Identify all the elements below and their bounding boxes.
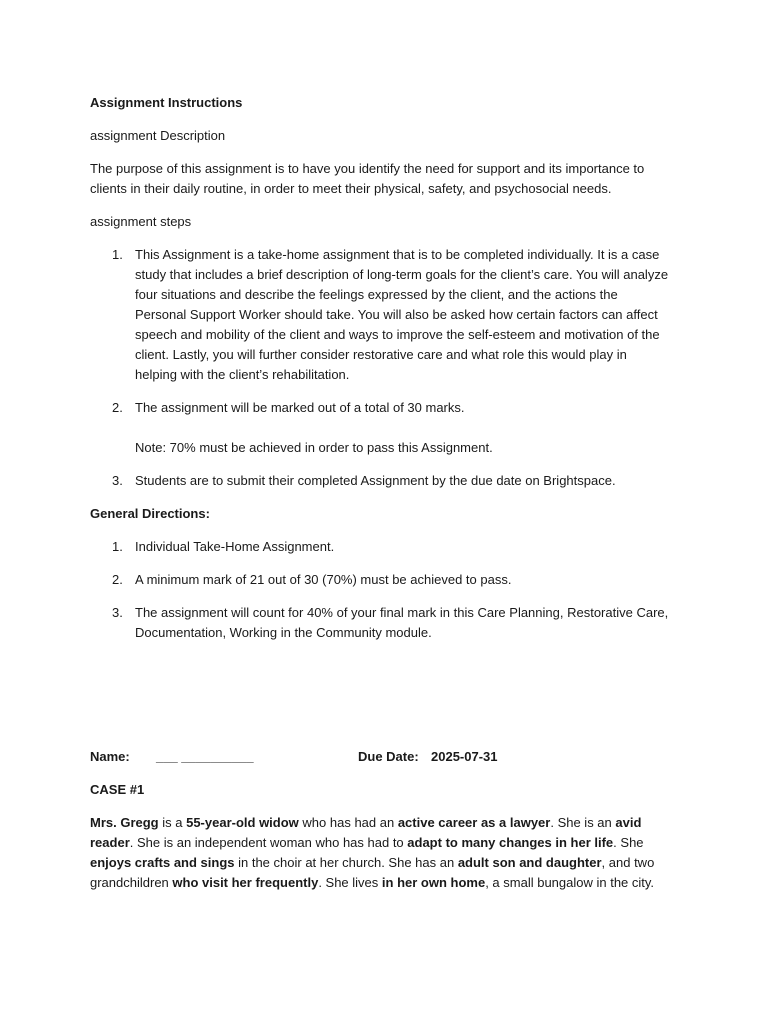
- case-text-bold: in her own home: [381, 875, 486, 890]
- list-item: [90, 603, 670, 643]
- name-label: Name:: [90, 749, 130, 764]
- description-label: assignment Description: [90, 128, 226, 143]
- case-text: . She: [613, 835, 644, 850]
- blank-space: [90, 656, 670, 747]
- case-text-bold: who visit her frequently: [172, 875, 319, 890]
- list-item-text: A minimum mark of 21 out of 30 (70%) must be achieved to pass.: [135, 572, 512, 587]
- list-item-text: The assignment will count for 40% of your final mark in this Care Planning, Restorative Care, Documentation, Working in the Community module.: [135, 605, 669, 640]
- due-date-label: Due Date:: [358, 749, 419, 764]
- case-text: , and two grandchildren: [90, 855, 655, 890]
- list-number: 3.: [112, 605, 123, 620]
- case-title: CASE #1: [90, 782, 145, 797]
- list-item-text: Students are to submit their completed Assignment by the due date on Brightspace.: [135, 473, 616, 488]
- case-paragraph: [90, 813, 670, 893]
- directions-heading: General Directions:: [90, 506, 210, 521]
- case-text: . She is an independent woman who has had to: [129, 835, 408, 850]
- purpose-paragraph: The purpose of this assignment is to have you identify the need for support and its importance to clients in their daily routine, in order to meet their physical, safety, and psychosocial needs.: [90, 161, 645, 196]
- case-text-bold: active career as a lawyer: [397, 815, 551, 830]
- document-content: [90, 93, 670, 893]
- due-date-value: 2025-07-31: [431, 749, 498, 764]
- list-item: [90, 398, 670, 458]
- list-item: [90, 471, 670, 491]
- case-text: in the choir at her church. She has an: [234, 855, 458, 870]
- case-text-bold: enjoys crafts and sings: [90, 855, 235, 870]
- list-item: [90, 537, 670, 557]
- case-text-bold: Mrs. Gregg: [90, 815, 159, 830]
- name-field[interactable]: ___ __________: [156, 749, 254, 764]
- list-number: 1.: [112, 539, 123, 554]
- list-item-text: This Assignment is a take-home assignment that is to be completed individually. It is a case study that includes a brief description of long-term goals for the client’s care. You will analyze four situations and describe the feelings expressed by the client, and the actions the Personal Support Worker should take. You will also be asked how certain factors can affect speech and mobility of the client and ways to improve the self-esteem and motivation of the client. Lastly, you will further consider restorative care and what role this would play in helping with the client’s rehabilitation.: [135, 247, 669, 382]
- list-number: 1.: [112, 247, 123, 262]
- directions-list: [90, 537, 670, 643]
- list-item: [90, 245, 670, 385]
- case-text: . She is an: [550, 815, 616, 830]
- case-text: . She lives: [318, 875, 382, 890]
- case-text-bold: adapt to many changes in her life: [407, 835, 614, 850]
- steps-label: assignment steps: [90, 214, 192, 229]
- case-text-bold: avid reader: [90, 815, 642, 850]
- case-text: , a small bungalow in the city.: [485, 875, 655, 890]
- list-number: 3.: [112, 473, 123, 488]
- list-item: [90, 570, 670, 590]
- pass-note: Note: 70% must be achieved in order to pass this Assignment.: [135, 440, 493, 455]
- list-number: 2.: [112, 400, 123, 415]
- page-title: Assignment Instructions: [90, 95, 243, 110]
- list-item-text: The assignment will be marked out of a total of 30 marks.: [135, 400, 465, 415]
- case-text: is a: [158, 815, 187, 830]
- case-text: who has had an: [298, 815, 398, 830]
- list-number: 2.: [112, 572, 123, 587]
- case-text-bold: 55-year-old widow: [186, 815, 299, 830]
- case-text-bold: adult son and daughter: [457, 855, 602, 870]
- name-due-row: [90, 747, 670, 767]
- list-item-text: Individual Take-Home Assignment.: [135, 539, 335, 554]
- steps-list: [90, 245, 670, 491]
